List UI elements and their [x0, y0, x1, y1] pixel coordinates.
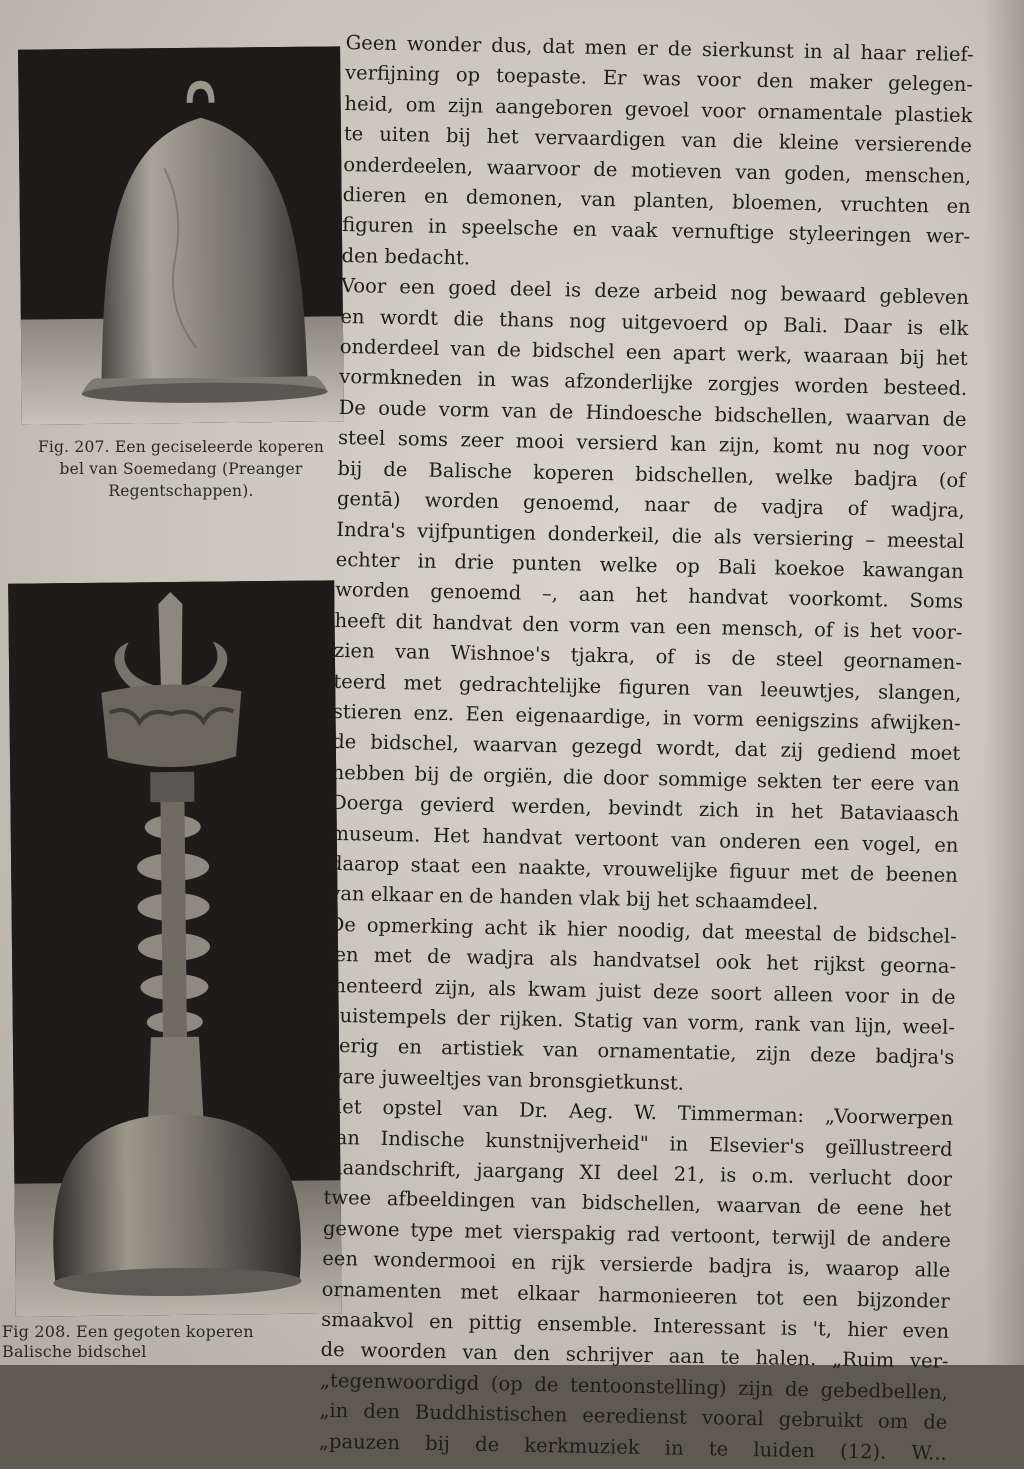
- text-line: ware juweeltjes van bronsgietkunst.: [325, 1064, 685, 1095]
- text-line: verfijning op toepaste. Er was voor den maker gelegen-: [344, 61, 974, 97]
- caption-line: Regentschappen).: [108, 482, 254, 500]
- caption-line: Fig. 207. Een geciseleerde koperen: [37, 438, 325, 456]
- text-line: worden genoemd –, aan het handvat voorkomt. Soms: [334, 578, 964, 614]
- text-line: len met de wadjra als handvatsel ook het rijkst georna-: [327, 943, 957, 979]
- text-line: „pauzen bij de kerkmuziek in te luiden (12). W...: [318, 1429, 947, 1465]
- body-text-column: [319, 28, 974, 1469]
- text-line: hebben bij de orgiën, die door sommige sekten ter eere van: [331, 760, 960, 796]
- text-line: vormkneden in was afzonderlijke zorgjes worden besteed.: [339, 365, 968, 401]
- text-line: de bidschel, waarvan gezegd wordt, dat zij gediend moet: [332, 730, 961, 766]
- figure-207-caption: [18, 436, 344, 502]
- text-line: echter in drie punten welke op Bali koekoe kawangan: [335, 547, 964, 583]
- text-line: Doerga gevierd werden, bevindt zich in het Bataviaasch: [330, 791, 960, 827]
- text-line: derig en artistiek van ornamentatie, zijn deze badjra's: [326, 1034, 955, 1070]
- figure-208-caption: [2, 1322, 302, 1362]
- text-line: Het opstel van Dr. Aeg. W. Timmerman: „Voorwerpen: [325, 1095, 954, 1131]
- text-line: heid, om zijn aangeboren gevoel voor ornamentale plastiek: [344, 91, 973, 127]
- text-line: dieren en demonen, van planten, bloemen, vruchten en: [342, 183, 971, 219]
- vajra-bell-illustration: [8, 580, 342, 1316]
- text-line: gentā) worden genoemd, naar de vadjra of wadjra,: [336, 487, 966, 523]
- text-line: „tegenwoordigd (op de tentoonstelling) zijn de gebedbellen,: [319, 1368, 949, 1404]
- text-line: bij de Balische koperen bidschellen, welke badjra (of: [337, 456, 966, 492]
- text-line: gewone type met vierspakig rad vertoont, terwijl de andere: [322, 1216, 952, 1252]
- text-line: „in den Buddhistischen eeredienst vooral gebruikt om de: [319, 1399, 948, 1435]
- text-line: stieren enz. Een eigenaardige, in vorm eenigszins afwijken-: [332, 699, 961, 735]
- text-line: zien van Wishnoe's tjakra, of is de steel geornamen-: [333, 639, 963, 675]
- text-line: onderdeel van de bidschel een apart werk, waaraan bij het: [339, 335, 968, 371]
- text-line: van Indische kunstnijverheid" in Elsevier's geïllustreerd: [324, 1125, 953, 1161]
- caption-line: bel van Soemedang (Preanger: [59, 460, 303, 478]
- caption-line: Fig 208. Een gegoten koperen: [2, 1322, 254, 1341]
- text-line: den bedacht.: [341, 243, 471, 270]
- text-line: steel soms zeer mooi versierd kan zijn, komt nu nog voor: [337, 426, 967, 462]
- text-line: De oude vorm van de Hindoesche bidschellen, waarvan de: [338, 395, 967, 431]
- bell-illustration: [18, 46, 344, 424]
- text-line: Indra's vijfpuntigen donderkeil, die als versiering – meestal: [336, 517, 965, 553]
- text-line: huistempels der rijken. Statig van vorm, rank van lijn, weel-: [326, 1003, 956, 1039]
- text-line: ornamenten met elkaar harmonieeren tot een bijzonder: [321, 1277, 950, 1313]
- caption-line: Balische bidschel: [2, 1342, 147, 1361]
- figure-207-photo: [18, 46, 344, 424]
- text-line: Geen wonder dus, dat men er de sierkunst in al haar relief-: [345, 30, 974, 67]
- text-line: de woorden van den schrijver aan te halen. „Ruim ver-: [320, 1338, 949, 1374]
- page-edge-shadow: [984, 0, 1024, 1365]
- text-line: figuren in speelsche en vaak vernuftige styleeringen wer-: [341, 213, 971, 249]
- figure-208-photo: [8, 580, 342, 1316]
- text-line: onderdeelen, waarvoor de motieven van goden, menschen,: [343, 152, 972, 188]
- text-line: een wondermooi en rijk versierde badjra is, waarop alle: [322, 1247, 951, 1283]
- text-line: menteerd zijn, als kwam juist deze soort alleen voor in de: [327, 973, 956, 1009]
- text-line: maandschrift, jaargang XI deel 21, is o.m. verlucht door: [323, 1155, 953, 1191]
- text-line: smaakvol en pittig ensemble. Interessant is 't, hier even: [320, 1307, 950, 1343]
- text-line: te uiten bij het vervaardigen van die kleine versierende: [343, 122, 973, 158]
- text-line: Voor een goed deel is deze arbeid nog bewaard gebleven: [340, 274, 970, 310]
- text-line: twee afbeeldingen van bidschellen, waarvan de eene het: [323, 1186, 952, 1222]
- text-line: daarop staat een naakte, vrouwelijke figuur met de beenen: [329, 851, 959, 887]
- text-line: en wordt die thans nog uitgevoerd op Bali. Daar is elk: [340, 304, 969, 340]
- text-line: teerd met gedrachtelijke figuren van leeuwtjes, slangen,: [333, 669, 962, 705]
- text-line: van elkaar en de handen vlak bij het schaamdeel.: [329, 882, 819, 915]
- text-line: heeft dit handvat den vorm van een mensch, of is het voor-: [334, 608, 963, 644]
- text-line: De opmerking acht ik hier noodig, dat meestal de bidschel-: [328, 912, 957, 948]
- text-line: museum. Het handvat vertoont van onderen een vogel, en: [330, 821, 959, 857]
